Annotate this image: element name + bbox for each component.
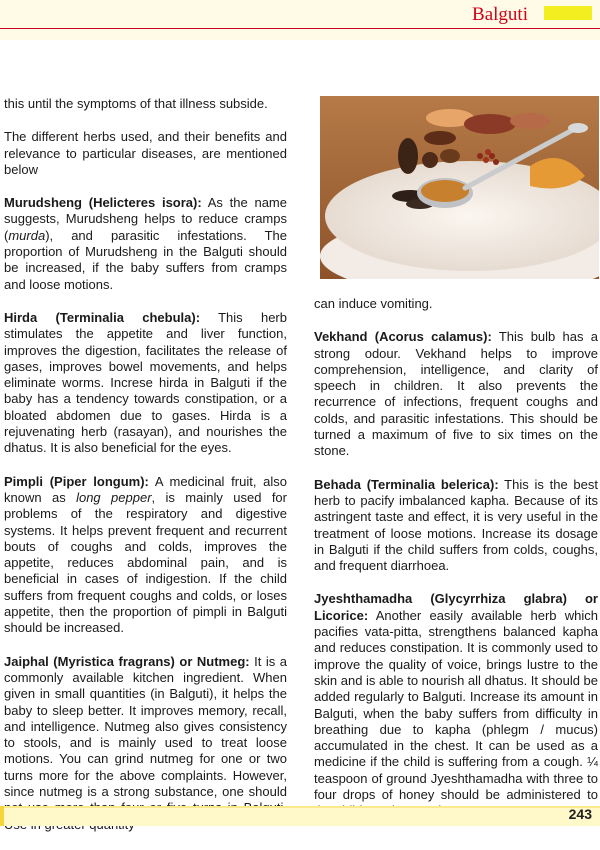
hirda-paragraph bbox=[4, 310, 287, 457]
pimpli-italic: long pepper bbox=[76, 489, 152, 505]
vekhand-heading: Vekhand (Acorus calamus): bbox=[314, 329, 492, 345]
header-rule bbox=[0, 28, 600, 29]
jaiphal-text: It is a commonly available kitchen ingredient. When given in small quantities (in Balguti), it helps the baby to sleep better. It improves memory, recall, and intelligence. Nutmeg also gives consistency to stools, and is mainly used to treat loose motions. You can grind nutmeg for one or two turns more for the above complaints. However, since nutmeg is a strong substance, one should bbox=[4, 653, 287, 799]
herbs-intro-paragraph bbox=[4, 129, 287, 178]
murudsheng-paragraph bbox=[4, 195, 287, 293]
page-number: 243 bbox=[568, 806, 592, 822]
footer-band bbox=[0, 806, 600, 826]
jyeshthamadha-text: Another easily available herb which pacifies vata-pitta, strengthens balanced kapha and reduces constipation. It is commonly used to improve the quality of voice, brings lustre to the skin and is able to nourish all dhatus. It should be added regularly to Balguti. Increase its amount in Balguti, when the baby suffers from difficulty in breathing due to kapha (phlegm / mucus) accumulated in the chest. It can be used as a medicine if the child is suffering from a cough. ¼ teaspoon of ground Jyeshthamadha with three to four drops of honey should be administered to bbox=[314, 607, 599, 803]
vekhand-text: This bulb has a strong odour. Vekhand helps to improve comprehension, intelligence, and clarity of speech in children. It also prevents the recurrence of infections, frequent coughs and colds, and parasitic infestations. This should be turned a maximum of five to six times on the stone. bbox=[314, 329, 599, 459]
vekhand-paragraph bbox=[314, 329, 598, 459]
hirda-text: This herb stimulates the appetite and liver function, improves the digestion, facilitates the release of gases, improves bowel movements, and helps eliminate worms. Increse hirda in Balguti if the baby has a tendency towards constipation, or a bloated abdomen due to gases. Hirda is a rejuvenating herb (rasayan), and nourishes the dhatus. It is also beneficial for the eyes. bbox=[4, 309, 287, 456]
jyeshthamadha-paragraph bbox=[314, 591, 598, 819]
behada-paragraph bbox=[314, 477, 598, 575]
murudsheng-heading: Murudsheng (Helicteres isora): bbox=[4, 195, 202, 211]
pimpli-text-b: , is mainly used for problems of the respiratory and digestive systems. It helps prevent frequent and recurrent bouts of coughs and colds, improves the appetite, reduces abdominal pain, and is beneficial in cases of indigestion. If the child suffers from frequent coughs and colds, or loses appetite, then the proportion of pimpli in Balguti should be increased. bbox=[4, 489, 287, 636]
footer-left-marker bbox=[0, 806, 4, 826]
right-column bbox=[314, 296, 598, 837]
intro-paragraph bbox=[4, 96, 287, 112]
behada-heading: Behada (Terminalia belerica): bbox=[314, 476, 499, 492]
herbs-intro-text: The different herbs used, and their benefits and relevance to particular diseases, are mentioned below bbox=[4, 129, 287, 177]
jyeshthamadha-heading: Jyeshthamadha (Glycyrrhiza glabra) or Licorice: bbox=[314, 591, 598, 623]
pimpli-heading: Pimpli (Piper longum): bbox=[4, 473, 149, 489]
murudsheng-italic: murda bbox=[8, 227, 46, 243]
pimpli-text-a: A medicinal fruit, also known as bbox=[4, 473, 287, 505]
behada-text: This is the best herb to pacify imbalanced kapha. Because of its astringent taste and effect, it is very useful in the treatment of loose motions. Increase its dosage in Balguti if the child suffers from colds, coughs, and frequent diarrhoea. bbox=[314, 476, 599, 574]
intro-text: this until the symptoms of that illness subside. bbox=[4, 96, 268, 111]
running-header-title: Balguti bbox=[472, 4, 528, 25]
murudsheng-text-b: ), and parasitic infestations. The proportion of Murudsheng in the Balguti should be increased, if the baby suffers from cramps and loose motions. bbox=[4, 227, 287, 292]
header-color-tab bbox=[544, 6, 592, 20]
hirda-heading: Hirda (Terminalia chebula): bbox=[4, 309, 201, 325]
left-column bbox=[4, 96, 287, 850]
footer-rule bbox=[0, 806, 600, 808]
jaiphal-heading: Jaiphal (Myristica fragrans) or Nutmeg: bbox=[4, 653, 250, 669]
murudsheng-text-a: As the name suggests, Murudsheng helps to reduce cramps ( bbox=[4, 195, 287, 243]
pimpli-paragraph bbox=[4, 474, 287, 637]
continuation-text: can induce vomiting. bbox=[314, 296, 433, 311]
herbs-photo-illustration bbox=[320, 96, 599, 279]
herbs-photo bbox=[320, 96, 599, 279]
running-header bbox=[460, 0, 600, 28]
continuation-paragraph bbox=[314, 296, 598, 312]
